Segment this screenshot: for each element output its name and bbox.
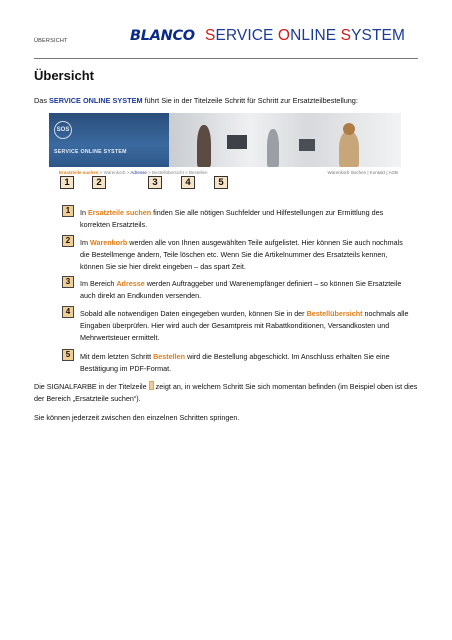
section-label: ÜBERSICHT bbox=[34, 38, 68, 44]
step-text-part: wird die Bestellung abgeschickt. Im Anschluss erhalten Sie eine Bestätigung im PDF-Format. bbox=[80, 352, 390, 373]
signal-text: zeigt an, in welchem Schritt Sie sich momentan befinden (im Beispiel oben ist dies der Bereich „Ersatzteile suchen“). bbox=[34, 382, 418, 403]
title-part: NLINE bbox=[290, 27, 341, 44]
step-link: Ersatzteile suchen bbox=[88, 208, 152, 217]
step-text-part: In bbox=[80, 208, 88, 217]
person-figure bbox=[339, 131, 359, 167]
intro-text: Das bbox=[34, 96, 50, 105]
crumb-separator: > bbox=[125, 170, 131, 175]
crumb-bestelluebersicht[interactable]: Bestellübersicht bbox=[152, 170, 184, 175]
step-text-part: werden alle von Ihnen ausgewählten Teile aufgelistet. Hier können Sie auch nochmals die Bestellmenge ändern, Teile löschen etc. Wenn Sie die Artikelnummer des Ersatzteils kennen, können Sie sie hier direkt eingeben – das spart Zeit. bbox=[80, 238, 403, 271]
person-figure bbox=[197, 125, 211, 167]
intro-highlight: SERVICE ONLINE SYSTEM bbox=[49, 96, 143, 105]
step-text-part: finden Sie alle nötigen Suchfelder und Hilfestellungen zur Ermittlung des korrekten Ersatzteils. bbox=[80, 208, 384, 229]
banner-blue-panel bbox=[49, 113, 169, 167]
step-box-4: 4 bbox=[181, 176, 195, 189]
step-box-1: 1 bbox=[60, 176, 74, 189]
title-part: YSTEM bbox=[351, 27, 405, 44]
title-part: ERVICE bbox=[215, 27, 278, 44]
monitor-shape bbox=[299, 139, 315, 151]
step-text bbox=[80, 351, 410, 375]
banner-caption: SERVICE ONLINE SYSTEM bbox=[54, 149, 127, 155]
signal-paragraph bbox=[34, 381, 418, 405]
step-text-part: Sobald alle notwendigen Daten eingegeben wurden, können Sie in der bbox=[80, 309, 307, 318]
intro-text: führt Sie in der Titelzeile Schritt für Schritt zur Ersatzteilbestellung: bbox=[142, 96, 358, 105]
person-head bbox=[343, 123, 355, 135]
step-number: 3 bbox=[62, 276, 74, 288]
monitor-shape bbox=[227, 135, 247, 149]
step-text bbox=[80, 207, 410, 231]
crumb-warenkorb[interactable]: Warenkorb bbox=[103, 170, 126, 175]
step-link: Adresse bbox=[116, 279, 145, 288]
crumb-adresse[interactable]: Adresse bbox=[130, 170, 147, 175]
crumb-bestellen[interactable]: Bestellen bbox=[188, 170, 208, 175]
step-number: 5 bbox=[62, 349, 74, 361]
step-box-3: 3 bbox=[148, 176, 162, 189]
step-text-part: Im bbox=[80, 238, 90, 247]
header-divider bbox=[34, 58, 418, 59]
blanco-logo: BLANCO bbox=[130, 28, 195, 44]
top-links[interactable]: Warenkorb löschen | Kontakt | AGB bbox=[327, 170, 398, 175]
office-photo bbox=[169, 113, 401, 167]
signal-text: Die SIGNALFARBE in der Titelzeile bbox=[34, 382, 149, 391]
person-figure bbox=[267, 129, 279, 167]
closing-paragraph: Sie können jederzeit zwischen den einzelnen Schritten springen. bbox=[34, 413, 240, 422]
title-letter: S bbox=[205, 27, 216, 44]
title-letter: O bbox=[277, 27, 291, 44]
service-online-system-title bbox=[205, 27, 405, 45]
step-text-part: werden Auftraggeber und Warenempfänger definiert – so können Sie Ersatzteile auch direkt an Endkunden versenden. bbox=[80, 279, 402, 300]
document-header bbox=[34, 26, 418, 56]
step-text bbox=[80, 278, 410, 302]
step-number: 4 bbox=[62, 306, 74, 318]
step-text-part: nochmals alle Eingaben überprüfen. Hier wird auch der Gesamtpreis mit Rabattkonditionen, Versandkosten und Mehrwertsteuer ermittelt. bbox=[80, 309, 409, 342]
step-number: 1 bbox=[62, 205, 74, 217]
step-number: 2 bbox=[62, 235, 74, 247]
crumb-separator: > bbox=[146, 170, 153, 175]
sos-logo: SOS bbox=[54, 121, 72, 139]
page-title: Übersicht bbox=[34, 68, 94, 83]
crumb-separator: > bbox=[98, 170, 104, 175]
step-navigation-strip bbox=[49, 167, 401, 191]
step-link: Warenkorb bbox=[89, 238, 128, 247]
step-text-part: Im Bereich bbox=[80, 279, 117, 288]
crumb-ersatzteile-suchen[interactable]: Ersatzteile suchen bbox=[59, 170, 99, 175]
step-link: Bestellen bbox=[153, 352, 186, 361]
step-box-2: 2 bbox=[92, 176, 106, 189]
step-text bbox=[80, 237, 410, 273]
crumb-separator: > bbox=[183, 170, 189, 175]
breadcrumb bbox=[59, 170, 207, 175]
step-box-5: 5 bbox=[214, 176, 228, 189]
intro-paragraph bbox=[34, 96, 358, 105]
step-text-part: Mit dem letzten Schritt bbox=[80, 352, 154, 361]
step-text bbox=[80, 308, 410, 344]
step-link: Bestellübersicht bbox=[306, 309, 363, 318]
title-letter: S bbox=[340, 27, 352, 44]
sos-banner-image bbox=[49, 113, 401, 167]
